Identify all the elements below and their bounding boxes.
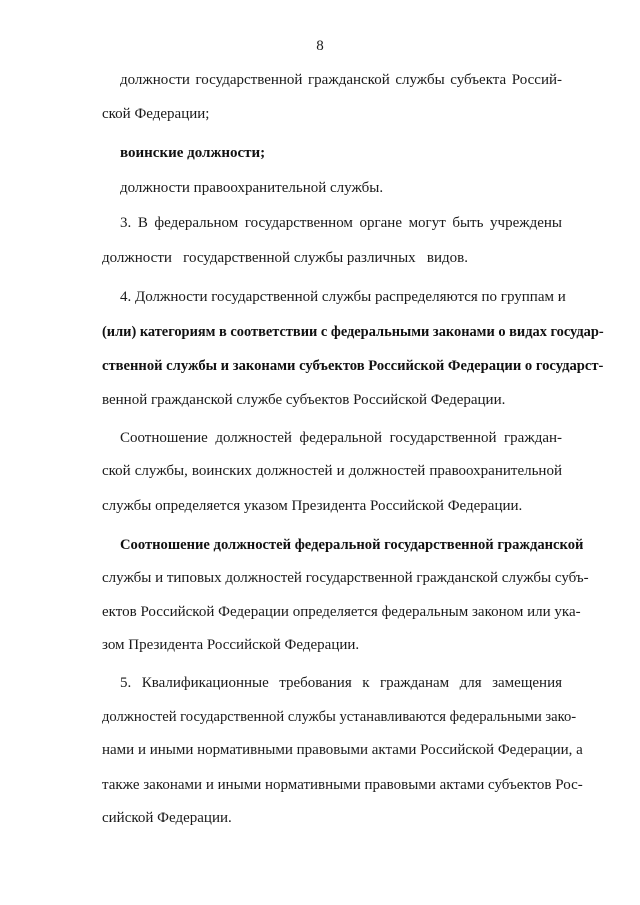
text-line: должности государственной гражданской службы субъекта Россий- <box>120 72 562 88</box>
text-line: службы определяется указом Президента Российской Федерации. <box>102 498 523 514</box>
text-line: ственной службы и законами субъектов Российской Федерации о государст- <box>102 358 604 374</box>
text-line: сийской Федерации. <box>102 810 232 826</box>
text-line: зом Президента Российской Федерации. <box>102 637 360 653</box>
text-line: Соотношение должностей федеральной государственной гражданской <box>120 537 584 553</box>
text-line: нами и иными нормативными правовыми актами Российской Федерации, а <box>102 742 583 758</box>
text-line: (или) категориям в соответствии с федеральными законами о видах государ- <box>102 324 604 340</box>
text-line: ской Федерации; <box>102 106 210 122</box>
page-number: 8 <box>316 38 324 54</box>
text-line: ектов Российской Федерации определяется федеральным законом или ука- <box>102 604 581 620</box>
text-line: должности государственной службы различных видов. <box>102 250 468 266</box>
text-line: воинские должности; <box>120 145 266 161</box>
text-line: службы и типовых должностей государственной гражданской службы субъ- <box>102 570 589 586</box>
text-line: 5. Квалификационные требования к гражданам для замещения <box>120 675 562 691</box>
text-line: Соотношение должностей федеральной государственной граждан- <box>120 430 562 446</box>
text-line: 4. Должности государственной службы распределяются по группам и <box>120 289 566 305</box>
text-line: ской службы, воинских должностей и должностей правоохранительной <box>102 463 562 479</box>
text-line: также законами и иными нормативными правовыми актами субъектов Рос- <box>102 777 583 793</box>
text-line: венной гражданской службе субъектов Российской Федерации. <box>102 392 506 408</box>
text-line: 3. В федеральном государственном органе могут быть учреждены <box>120 215 562 231</box>
text-line: должностей государственной службы устанавливаются федеральными зако- <box>102 709 577 725</box>
text-line: должности правоохранительной службы. <box>120 180 384 196</box>
